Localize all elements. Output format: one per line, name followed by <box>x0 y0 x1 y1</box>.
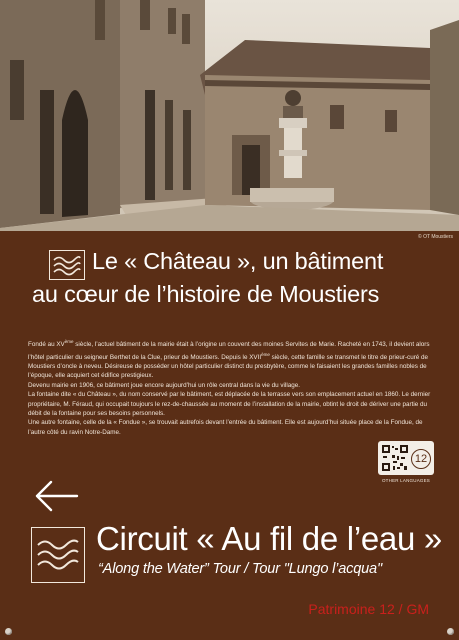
page-title-line1: Le « Château », un bâtiment <box>92 248 384 274</box>
paragraph-fondue: Une autre fontaine, celle de la « Fondue », se trouvait autrefois devant l’entrée du bâtiment. Elle est aujourd’hui située place de la Fondue, de l’autre côté du ravin Notre-Dame. <box>28 419 423 436</box>
screw <box>447 628 454 635</box>
text-run: siècle, l’actuel bâtiment de la mairie était à l’origine un couvent des moines Servites de Marie. Racheté en 1743, il devient alors l’hôtel particulier du seigneur Berthet de la Clue, prieur de Moustiers. Depuis le XVII <box>28 341 430 361</box>
description-text <box>28 337 440 437</box>
historic-photo-drawing <box>0 0 459 231</box>
circuit-title: Circuit « Au fil de l’eau » <box>96 520 442 557</box>
paragraph-fountain: La fontaine dite « du Château », du nom conservé par le bâtiment, est déplacée de la terrasse vers son emplacement actuel en 1860. Le dernier propriétaire, M. Féraud, qui occupait toujours le rez-de-chaussée au moment de l’installation de la mairie, obtint le droit de dériver une partie du débit de la fontaine pour ses besoins personnels. <box>28 391 431 418</box>
paragraph-history <box>28 337 440 381</box>
qr-number: 12 <box>411 449 431 469</box>
screw <box>5 628 12 635</box>
qr-code-icon <box>382 445 408 471</box>
photo-credit: © OT Moustiers <box>418 234 453 240</box>
footer-reference: Patrimoine 12 / GM <box>308 601 429 617</box>
other-languages-label: OTHER LANGUAGES <box>381 478 430 483</box>
historic-photo <box>0 0 459 231</box>
text-run: siècle, cette famille se transmet le titre de prieur-curé de Moustiers d’oncle à neveu. Désireuse de posséder un hôtel particulier distinct du presbytère, comme le faisaient les grandes familles nobles de l’époque, elle acquiert cet édifice prestigieux. <box>28 353 429 380</box>
paragraph-mairie: Devenu mairie en 1906, ce bâtiment joue encore aujourd’hui un rôle central dans la vie du village. <box>28 381 300 389</box>
arrow-left-icon <box>33 478 79 514</box>
page-title-line2: au cœur de l’histoire de Moustiers <box>32 281 380 307</box>
superscript: ème <box>64 339 74 344</box>
qr-code-badge[interactable] <box>378 441 434 475</box>
circuit-subtitle: “Along the Water” Tour / Tour "Lungo l’acqua" <box>98 561 382 577</box>
water-waves-icon <box>31 527 85 583</box>
superscript: ème <box>261 351 270 357</box>
water-waves-icon <box>49 250 85 280</box>
text-run: Fondé au XV <box>28 341 65 349</box>
